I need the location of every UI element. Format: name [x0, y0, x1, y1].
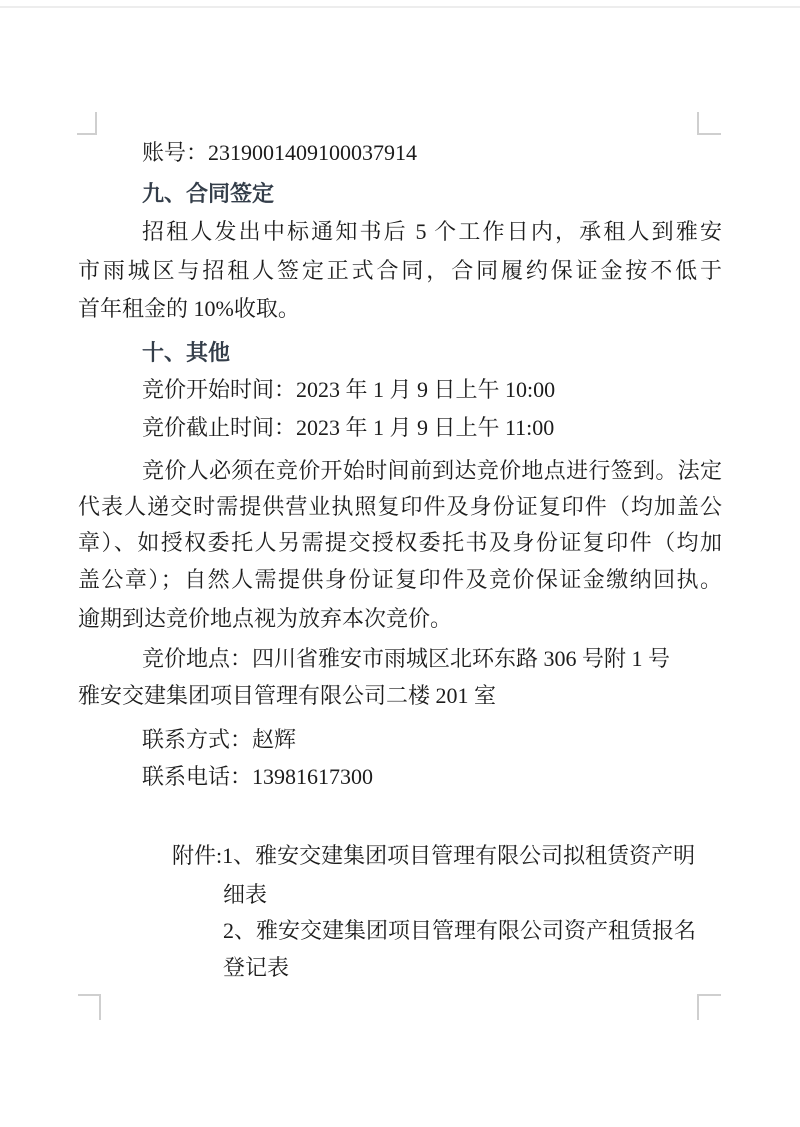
attachment-item-1-text: 1、雅安交建集团项目管理有限公司拟租赁资产明 [222, 843, 696, 868]
bidding-end-time-line: 竞价截止时间：2023 年 1 月 9 日上午 11:00 [142, 415, 555, 440]
section-9-body-line: 首年租金的 10%收取。 [78, 296, 300, 321]
contact-person-line: 联系方式：赵辉 [142, 727, 297, 752]
section-10-heading: 十、其他 [142, 340, 231, 365]
account-number-line: 账号：2319001409100037914 [142, 140, 418, 165]
attachments-label: 附件: [172, 843, 223, 868]
margin-crop-mark-bottom-right [697, 994, 721, 1020]
bidding-location-line: 雅安交建集团项目管理有限公司二楼 201 室 [78, 683, 497, 708]
margin-crop-mark-bottom-left [78, 994, 101, 1020]
bidding-start-time-line: 竞价开始时间：2023 年 1 月 9 日上午 10:00 [142, 377, 556, 402]
signin-requirements-line: 章）、如授权委托人另需提交授权委托书及身份证复印件（均加 [78, 530, 722, 555]
attachment-item-2-line: 2、雅安交建集团项目管理有限公司资产租赁报名 [223, 918, 697, 943]
signin-requirements-line: 逾期到达竞价地点视为放弃本次竞价。 [78, 606, 453, 631]
section-9-heading: 九、合同签定 [142, 181, 275, 206]
bidding-location-line: 竞价地点：四川省雅安市雨城区北环东路 306 号附 1 号 [142, 646, 671, 671]
page-top-edge [0, 6, 800, 8]
contact-phone-line: 联系电话：13981617300 [142, 764, 374, 789]
signin-requirements-line: 代表人递交时需提供营业执照复印件及身份证复印件（均加盖公 [78, 494, 722, 519]
signin-requirements-line: 盖公章）；自然人需提供身份证复印件及竞价保证金缴纳回执。 [78, 567, 722, 592]
margin-crop-mark-top-right [697, 112, 721, 135]
margin-crop-mark-top-left [77, 112, 97, 135]
section-9-body-line: 市雨城区与招租人签定正式合同，合同履约保证金按不低于 [78, 258, 722, 283]
attachment-item-2-line: 登记表 [223, 955, 290, 980]
signin-requirements-line: 竞价人必须在竞价开始时间前到达竞价地点进行签到。法定 [142, 458, 722, 483]
attachment-item-1-line: 细表 [223, 882, 268, 907]
attachment-item-1-line [172, 841, 722, 871]
section-9-body-line: 招租人发出中标通知书后 5 个工作日内，承租人到雅安 [142, 219, 722, 244]
